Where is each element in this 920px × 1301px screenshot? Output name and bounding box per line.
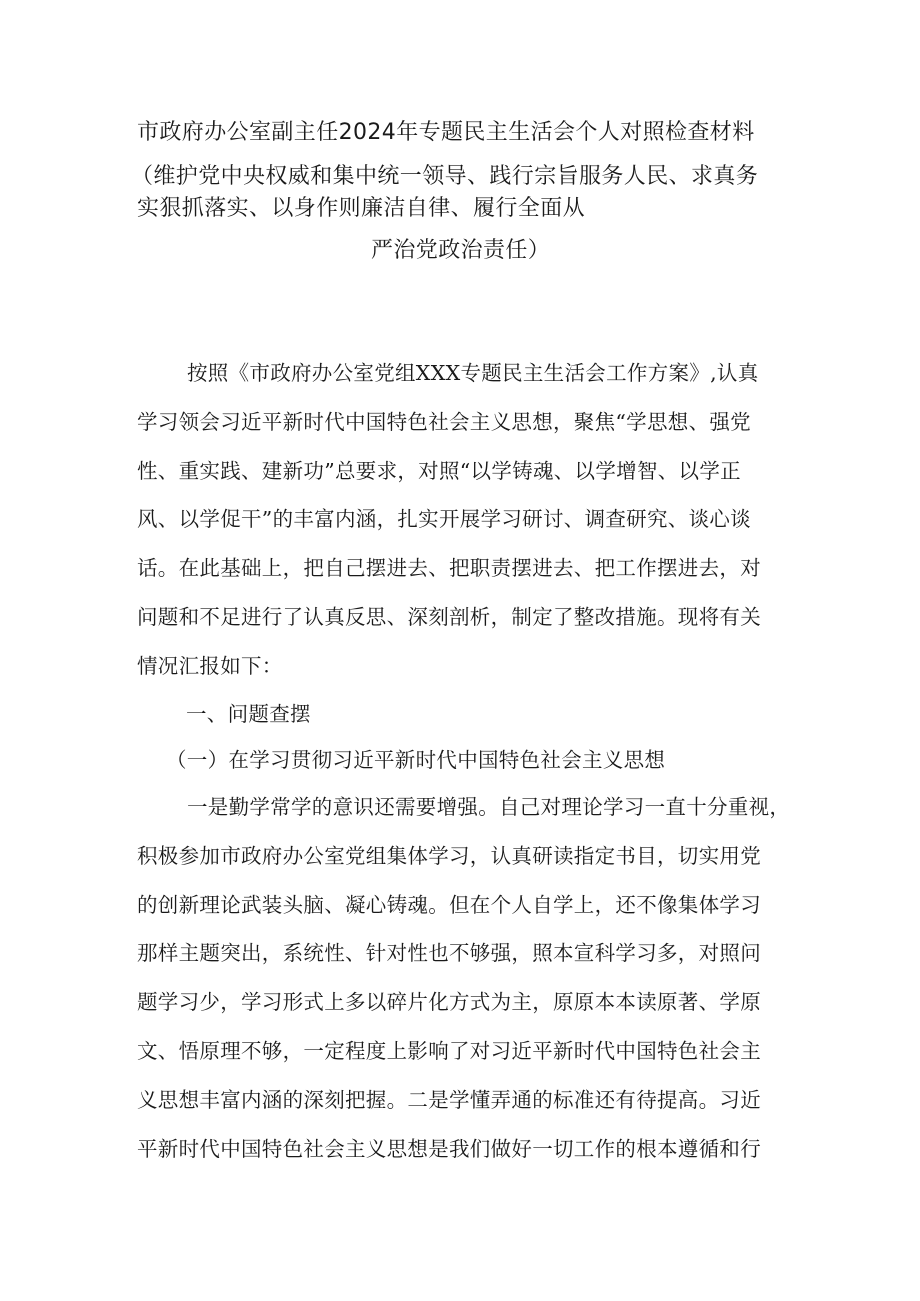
intro-line: 性、重实践、建新功”总要求，对照“以学铸魂、以学增智、以学正 bbox=[137, 458, 741, 483]
body-line: 那样主题突出，系统性、针对性也不够强，照本宣科学习多，对照问 bbox=[137, 941, 761, 966]
intro-line: 风、以学促干”的丰富内涵，扎实开展学习研讨、调查研究、谈心谈 bbox=[137, 507, 751, 532]
body-line: 义思想丰富内涵的深刻把握。二是学懂弄通的标准还有待提高。习近 bbox=[137, 1087, 761, 1112]
intro-line: 问题和不足进行了认真反思、深刻剖析，制定了整改措施。现将有关 bbox=[137, 604, 761, 629]
intro-line: 话。在此基础上，把自己摆进去、把职责摆进去、把工作摆进去，对 bbox=[137, 556, 761, 581]
intro-line: 学习领会习近平新时代中国特色社会主义思想，聚焦“学思想、强党 bbox=[137, 409, 751, 434]
document-title-line-1: 市政府办公室副主任2024年专题民主生活会个人对照检查材料 bbox=[137, 120, 755, 145]
body-line: 一是勤学常学的意识还需要增强。自己对理论学习一直十分重视， bbox=[187, 795, 791, 819]
intro-line: 按照《市政府办公室党组XXX专题民主生活会工作方案》,认真 bbox=[187, 361, 759, 385]
intro-line: 情况汇报如下： bbox=[137, 653, 283, 678]
section-heading: 一、问题查摆 bbox=[186, 702, 311, 726]
subsection-heading: （一）在学习贯彻习近平新时代中国特色社会主义思想 bbox=[166, 748, 666, 772]
document-title-line-2: （维护党中央权威和集中统一领导、践行宗旨服务人民、求真务 bbox=[131, 164, 759, 189]
body-line: 题学习少，学习形式上多以碎片化方式为主，原原本本读原著、学原 bbox=[137, 990, 761, 1015]
intro-paragraph bbox=[137, 358, 761, 700]
document-title-line-3: 实狠抓落实、以身作则廉洁自律、履行全面从 bbox=[137, 196, 586, 221]
body-paragraph bbox=[137, 792, 790, 1182]
body-line: 积极参加市政府办公室党组集体学习，认真研读指定书目，切实用党 bbox=[137, 843, 761, 868]
document-title-line-4: 严治党政治责任） bbox=[371, 238, 551, 263]
body-line: 文、悟原理不够，一定程度上影响了对习近平新时代中国特色社会主 bbox=[137, 1038, 761, 1063]
body-line: 的创新理论武装头脑、凝心铸魂。但在个人自学上，还不像集体学习 bbox=[137, 892, 761, 917]
body-line: 平新时代中国特色社会主义思想是我们做好一切工作的根本遵循和行 bbox=[137, 1136, 761, 1161]
